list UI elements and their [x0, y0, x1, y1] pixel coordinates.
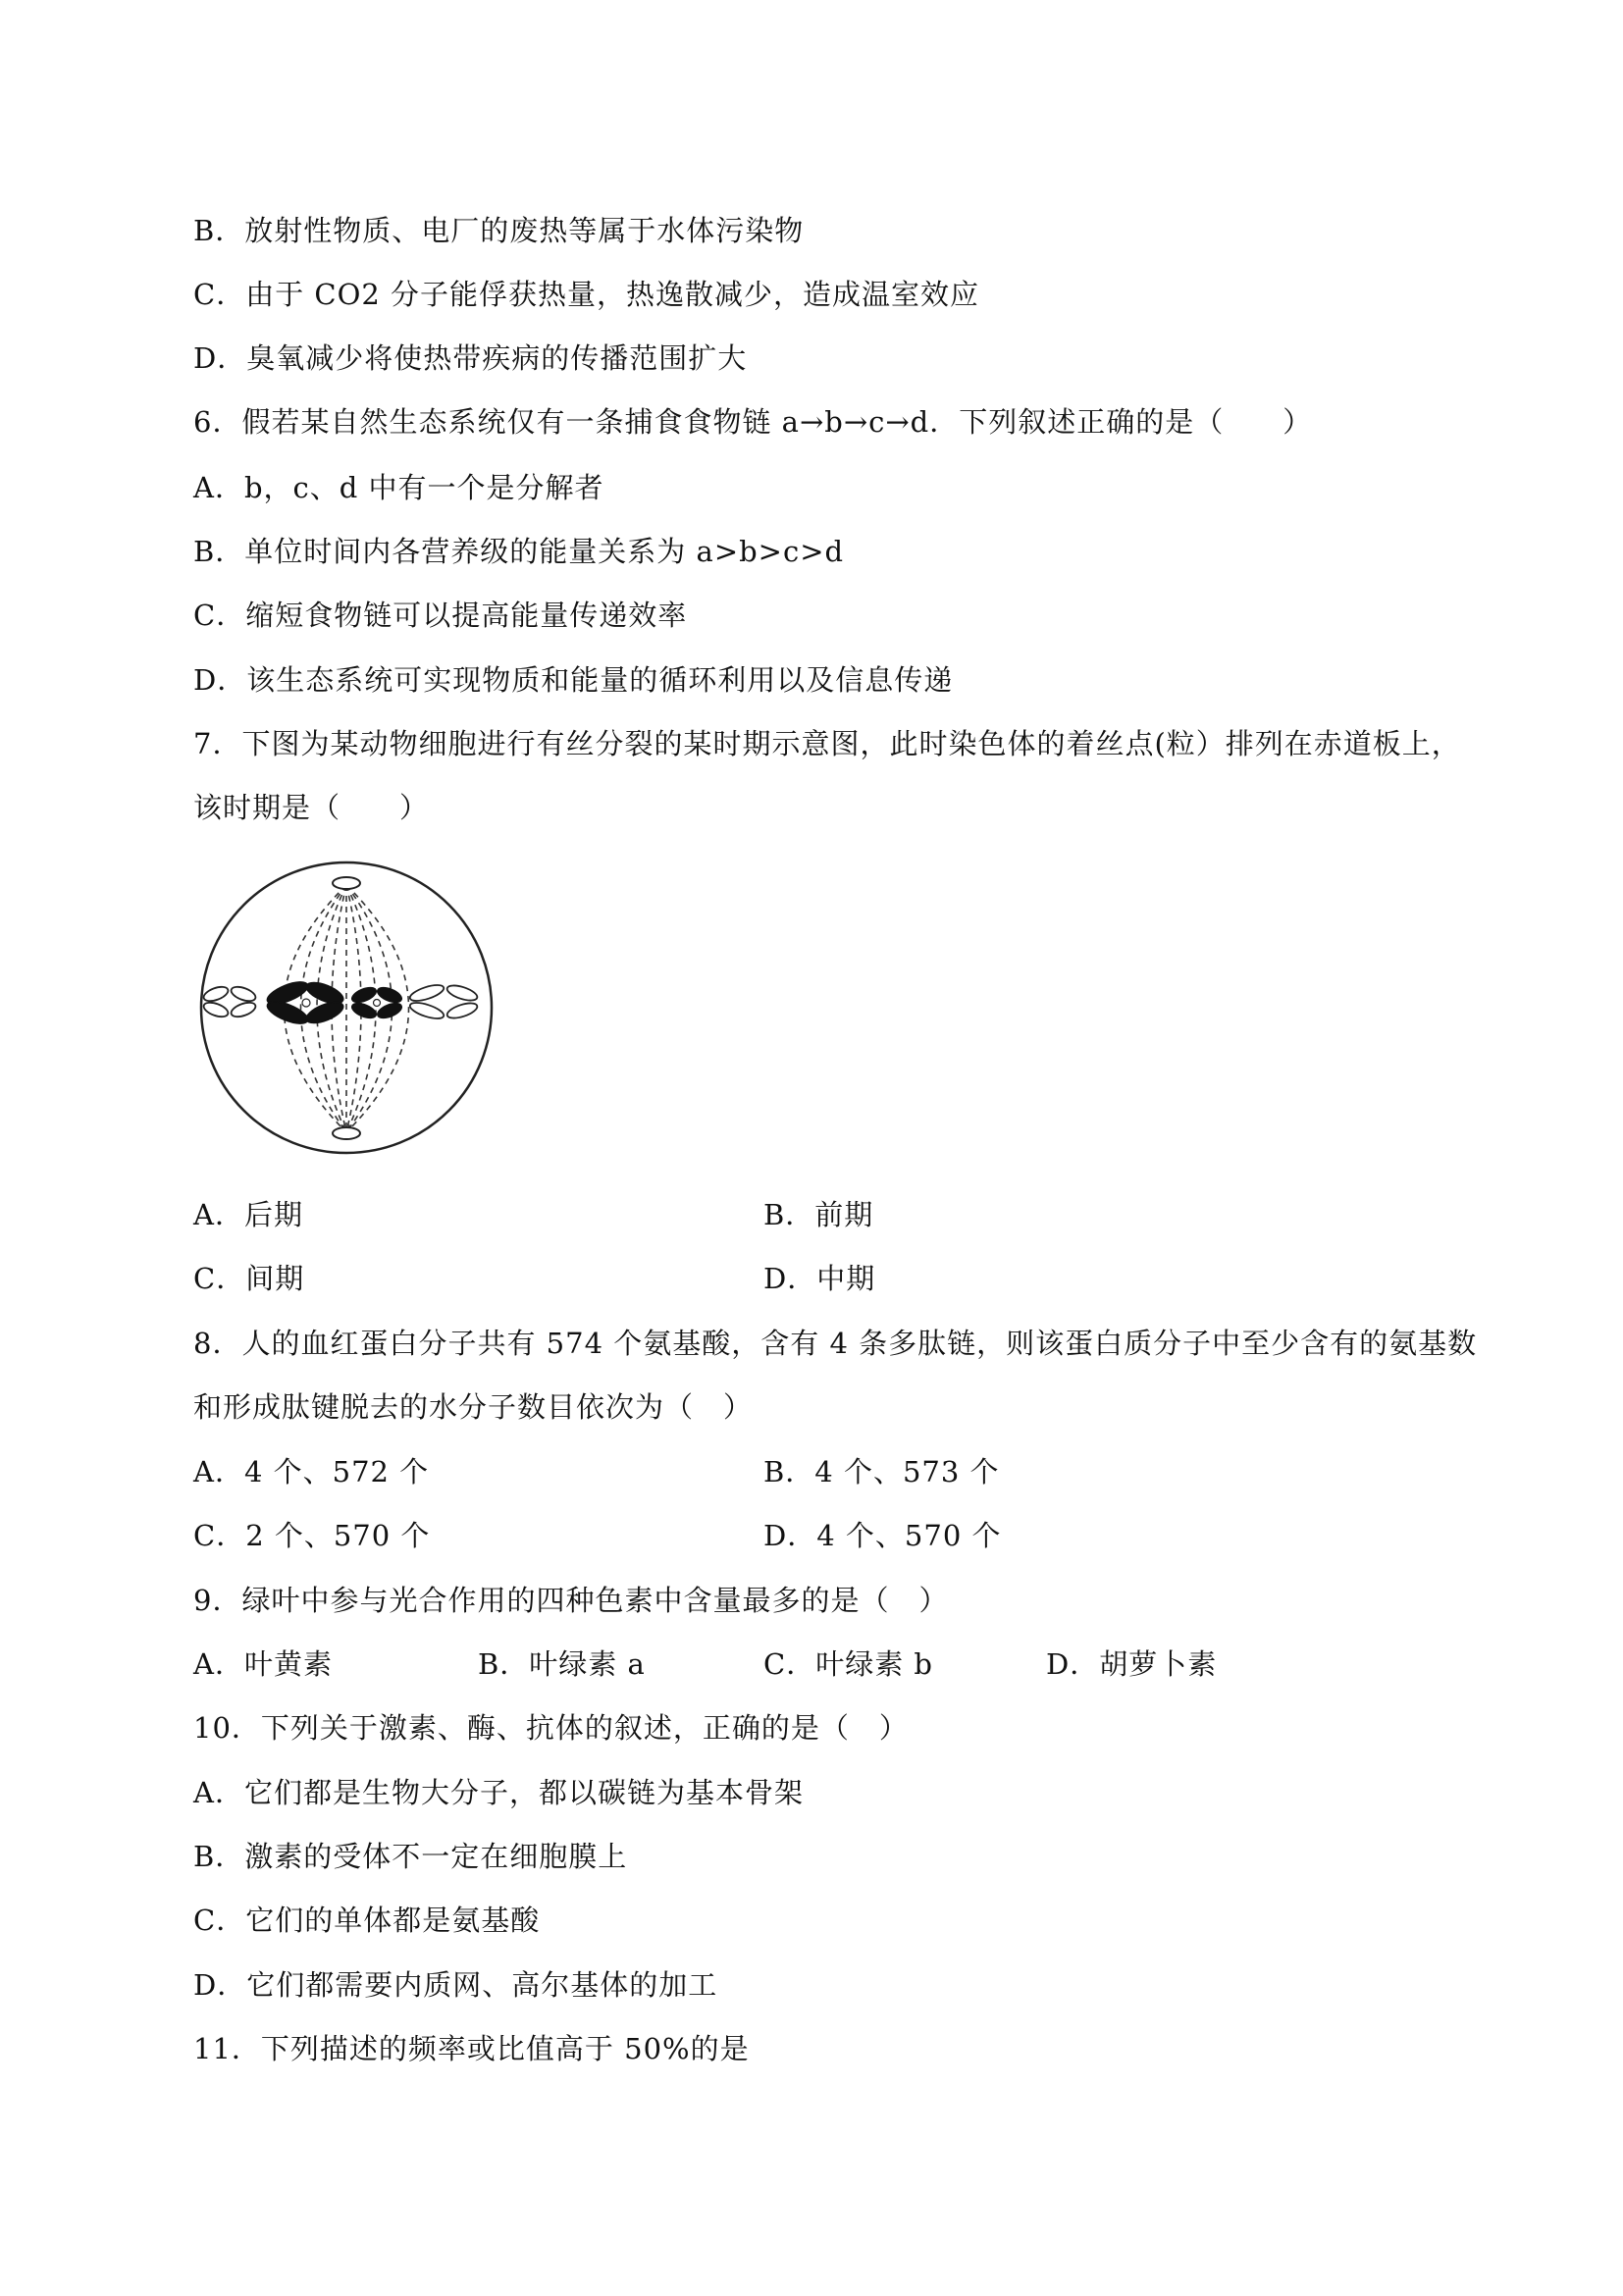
q8-stem-line-2: 和形成肽键脱去的水分子数目依次为（ ）	[193, 1390, 754, 1424]
q9-stem: 9．绿叶中参与光合作用的四种色素中含量最多的是（ ）	[193, 1584, 949, 1617]
q10-option-b: B．激素的受体不一定在细胞膜上	[193, 1840, 628, 1873]
q5-option-d: D．臭氧减少将使热带疾病的传播范围扩大	[193, 341, 748, 375]
q6-option-b: B．单位时间内各营养级的能量关系为 a>b>c>d	[193, 535, 845, 568]
q10-option-a: A．它们都是生物大分子，都以碳链为基本骨架	[193, 1776, 804, 1809]
mitosis-cell-diagram	[194, 856, 498, 1160]
q9-option-c: C．叶绿素 b	[763, 1647, 933, 1681]
q8-stem-line-1: 8．人的血红蛋白分子共有 574 个氨基酸，含有 4 条多肽链，则该蛋白质分子中至少含有的氨基数	[193, 1327, 1478, 1360]
q9-option-a: A．叶黄素	[193, 1647, 333, 1681]
q7-option-c: C．间期	[193, 1262, 305, 1295]
q7-option-a: A．后期	[193, 1198, 303, 1231]
q9-option-b: B．叶绿素 a	[478, 1647, 646, 1681]
q8-option-a: A．4 个、572 个	[193, 1455, 430, 1488]
q7-option-b: B．前期	[763, 1198, 874, 1231]
q10-option-d: D．它们都需要内质网、高尔基体的加工	[193, 1968, 718, 2002]
q7-stem-line-1: 7．下图为某动物细胞进行有丝分裂的某时期示意图，此时染色体的着丝点(粒）排列在赤道板上，	[193, 727, 1461, 760]
q8-option-c: C．2 个、570 个	[193, 1519, 431, 1552]
q10-stem: 10．下列关于激素、酶、抗体的叙述，正确的是（ ）	[193, 1711, 909, 1745]
q7-option-d: D．中期	[763, 1262, 876, 1295]
q9-option-d: D．胡萝卜素	[1046, 1647, 1218, 1681]
q10-option-c: C．它们的单体都是氨基酸	[193, 1904, 541, 1937]
q7-stem-line-2: 该时期是（ ）	[193, 791, 430, 824]
q6-option-a: A．b，c、d 中有一个是分解者	[193, 471, 604, 504]
q6-option-c: C．缩短食物链可以提高能量传递效率	[193, 599, 688, 632]
q5-option-c: C．由于 CO2 分子能俘获热量，热逸散减少，造成温室效应	[193, 278, 980, 311]
q6-option-d: D．该生态系统可实现物质和能量的循环利用以及信息传递	[193, 663, 954, 697]
q11-stem: 11．下列描述的频率或比值高于 50%的是	[193, 2032, 750, 2065]
q8-option-d: D．4 个、570 个	[763, 1519, 1002, 1552]
q6-stem: 6．假若某自然生态系统仅有一条捕食食物链 a→b→c→d．下列叙述正确的是（ ）	[193, 405, 1313, 439]
q8-option-b: B．4 个、573 个	[763, 1455, 1000, 1488]
q5-option-b: B．放射性物质、电厂的废热等属于水体污染物	[193, 214, 805, 247]
